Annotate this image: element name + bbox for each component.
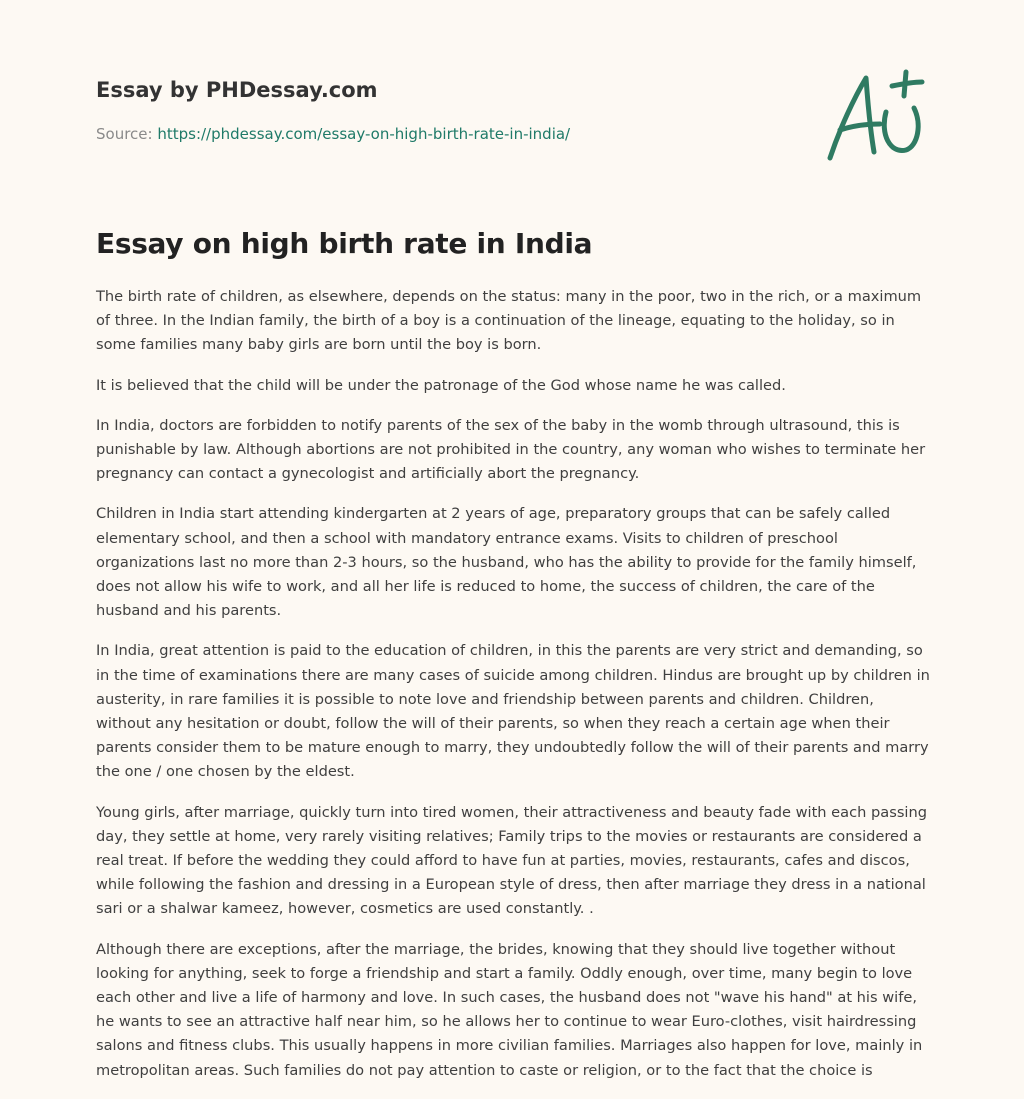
article-paragraph: Although there are exceptions, after the marriage, the brides, knowing that they should live together without looking for anything, seek to forge a friendship and start a family. Oddly enough, over time, many begin to love each other and live a life of harmony and love. In such cases, the husband does not "wave his hand" at his wife, he wants to see an attractive half near him, so he allows her to continue to wear Euro-clothes, visit hairdressing salons and fitness clubs. This usually happens in more civilian families. Marriages also happen for love, mainly in metropolitan areas. Such families do not pay attention to caste or religion, or to the fact that the choice is xyxy=(96,940,923,1079)
article-paragraph: Children in India start attending kindergarten at 2 years of age, preparatory groups that can be safely called elementary school, and then a school with mandatory entrance exams. Visits to children of preschool organizations last no more than 2-3 hours, so the husband, who has the ability to provide for the family himself, does not allow his wife to work, and all her life is reduced to home, the success of children, the care of the husband and his parents. xyxy=(96,505,917,620)
article xyxy=(96,225,932,1099)
source-line xyxy=(96,125,570,143)
article-paragraph: In India, doctors are forbidden to notify parents of the sex of the baby in the womb through ultrasound, this is punishable by law. Although abortions are not prohibited in the country, any woman who wishes to terminate her pregnancy can contact a gynecologist and artificially abort the pregnancy. xyxy=(96,416,926,483)
page-header xyxy=(96,74,936,184)
source-label: Source: xyxy=(96,125,158,143)
article-paragraph: In India, great attention is paid to the education of children, in this the parents are very strict and demanding, so in the time of examinations there are many cases of suicide among children. Hindus are brought up by children in austerity, in rare families it is possible to note love and friendship between parents and children. Children, without any hesitation or doubt, follow the will of their parents, so when they reach a certain age when their parents consider them to be mature enough to marry, they undoubtedly follow the will of their parents and marry the one / one chosen by the eldest. xyxy=(96,642,930,781)
article-title: Essay on high birth rate in India xyxy=(96,227,593,260)
source-link[interactable]: https://phdessay.com/essay-on-high-birth-rate-in-india/ xyxy=(157,125,571,143)
article-paragraph: The birth rate of children, as elsewhere, depends on the status: many in the poor, two in the rich, or a maximum of three. In the Indian family, the birth of a boy is a continuation of the lineage, equating to the holiday, so in some families many baby girls are born until the boy is born. xyxy=(96,288,922,354)
brand-title: Essay by PHDessay.com xyxy=(96,78,378,102)
article-paragraph: Young girls, after marriage, quickly turn into tired women, their attractiveness and beauty fade with each passing day, they settle at home, very rarely visiting relatives; Family trips to the movies or restaurants are considered a real treat. If before the wedding they could afford to have fun at parties, movies, restaurants, cafes and discos, while following the fashion and dressing in a European style of dress, then after marriage they dress in a national sari or a shalwar kameez, however, cosmetics are used constantly. . xyxy=(96,803,928,918)
article-paragraph: It is believed that the child will be under the patronage of the God whose name he was called. xyxy=(96,376,786,394)
a-plus-logo-icon xyxy=(822,66,932,166)
